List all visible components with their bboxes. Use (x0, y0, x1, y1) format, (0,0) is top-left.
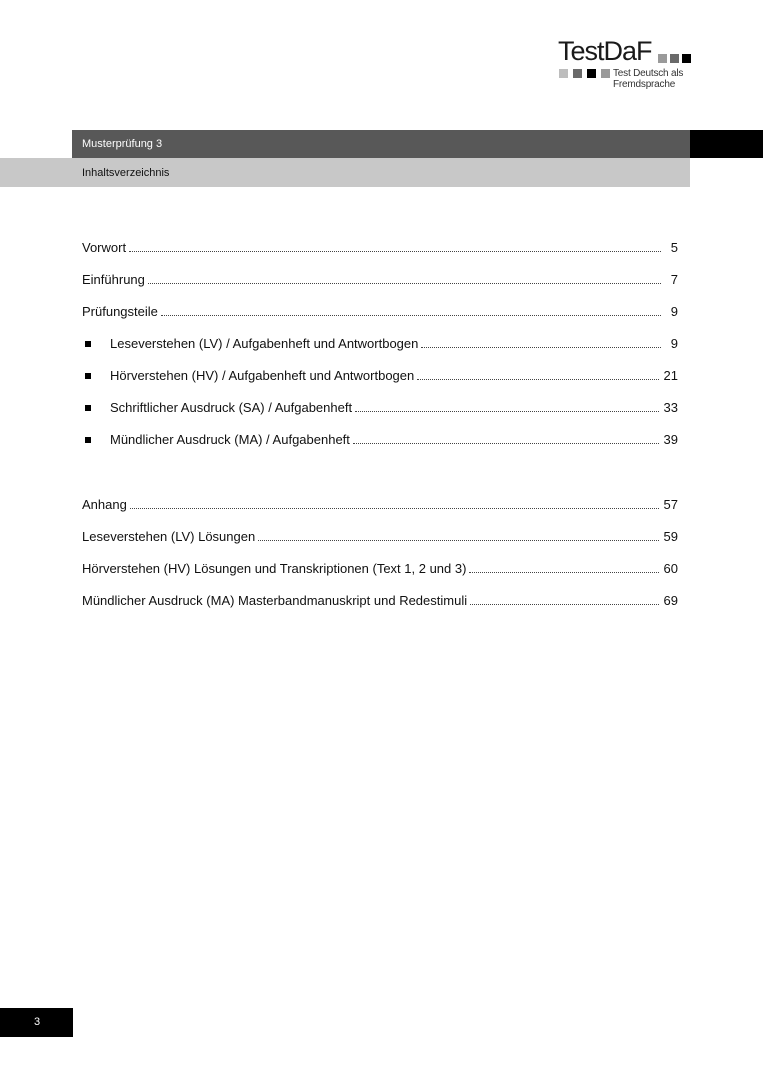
logo-square (559, 69, 568, 78)
toc-entry-page: 59 (663, 529, 678, 544)
page-number: 3 (34, 1016, 41, 1028)
logo-square (587, 69, 596, 78)
logo-square (658, 54, 667, 63)
toc-entry-page: 7 (670, 272, 678, 287)
dot-leader (421, 346, 661, 348)
logo-square (573, 69, 582, 78)
dot-leader (355, 410, 658, 412)
square-bullet-icon (85, 373, 91, 379)
toc-entry-title: Anhang (82, 497, 127, 512)
toc-entry-title: Vorwort (82, 240, 127, 255)
toc-entry-page: 69 (663, 593, 678, 608)
dot-leader (258, 539, 658, 541)
toc-entry-title: Hörverstehen (HV) / Aufgabenheft und Antwortbogen (110, 368, 415, 383)
logo-square (670, 54, 679, 63)
dot-leader (417, 378, 658, 380)
dot-leader (470, 603, 658, 605)
dot-leader (148, 282, 661, 284)
header-bar-black (690, 130, 763, 158)
dot-leader (161, 314, 661, 316)
section-title: Musterprüfung 3 (82, 138, 163, 150)
toc-entry-page: 60 (663, 561, 678, 576)
dot-leader (129, 250, 661, 252)
logo-wordmark: TestDaF (558, 36, 652, 66)
dot-leader (469, 571, 658, 573)
header-bar-dark (72, 130, 690, 158)
toc-entry-page: 57 (663, 497, 678, 512)
logo-tagline: Test Deutsch als Fremdsprache (613, 68, 684, 90)
square-bullet-icon (85, 405, 91, 411)
toc-entry-title: Mündlicher Ausdruck (MA) / Aufgabenheft (110, 432, 350, 447)
toc-entry-page: 39 (663, 432, 678, 447)
toc-subentry[interactable] (82, 430, 678, 448)
testdaf-logo (558, 36, 738, 90)
toc-entry-title: Leseverstehen (LV) / Aufgabenheft und Antwortbogen (110, 336, 419, 351)
toc-entry-page: 33 (663, 400, 678, 415)
square-bullet-icon (85, 437, 91, 443)
toc-subentry[interactable] (82, 334, 678, 352)
dot-leader (130, 507, 659, 509)
logo-square (682, 54, 691, 63)
toc-entry[interactable] (82, 559, 678, 577)
toc-entry[interactable] (82, 270, 678, 288)
toc-entry-title: Hörverstehen (HV) Lösungen und Transkriptionen (Text 1, 2 und 3) (82, 561, 467, 576)
square-bullet-icon (85, 341, 91, 347)
page-title: Inhaltsverzeichnis (82, 167, 170, 179)
toc-entry[interactable] (82, 495, 678, 513)
toc-entry-title: Prüfungsteile (82, 304, 158, 319)
toc-entry[interactable] (82, 591, 678, 609)
toc-entry-title: Leseverstehen (LV) Lösungen (82, 529, 256, 544)
toc-entry[interactable] (82, 302, 678, 320)
toc-entry-title: Mündlicher Ausdruck (MA) Masterbandmanuskript und Redestimuli (82, 593, 468, 608)
toc-entry-title: Einführung (82, 272, 145, 287)
toc-entry-page: 9 (670, 336, 678, 351)
dot-leader (353, 442, 659, 444)
toc-subentry[interactable] (82, 366, 678, 384)
toc-entry[interactable] (82, 238, 678, 256)
toc-entry-page: 21 (663, 368, 678, 383)
toc-entry-page: 5 (670, 240, 678, 255)
toc-entry-title: Schriftlicher Ausdruck (SA) / Aufgabenheft (110, 400, 353, 415)
toc-entry-page: 9 (670, 304, 678, 319)
logo-square (601, 69, 610, 78)
toc-entry[interactable] (82, 527, 678, 545)
toc-subentry[interactable] (82, 398, 678, 416)
